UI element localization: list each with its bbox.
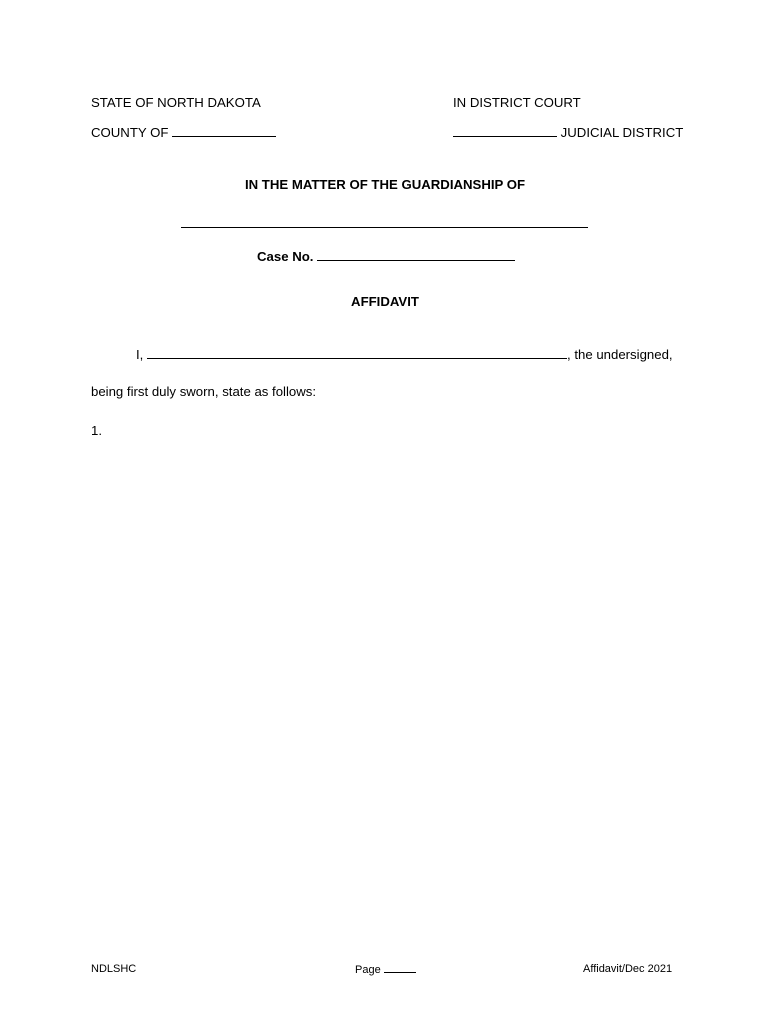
declarant-line [136,346,673,363]
ward-name-blank[interactable] [181,227,588,228]
declarant-suffix: , the undersigned, [567,347,673,362]
judicial-district-blank[interactable] [453,124,557,137]
sworn-statement: being first duly sworn, state as follows: [91,384,317,399]
footer-page-label: Page [355,964,381,976]
court-heading: IN DISTRICT COURT [453,95,581,110]
footer-form-version: Affidavit/Dec 2021 [583,963,673,975]
declarant-prefix: I, [136,347,144,362]
county-blank[interactable] [172,124,276,137]
case-number-line [257,248,515,265]
county-label: COUNTY OF [91,125,169,140]
document-title: AFFIDAVIT [351,294,419,309]
footer-page-blank[interactable] [384,962,416,973]
footer-page-line [355,962,416,977]
judicial-district-line [453,124,683,141]
case-number-blank[interactable] [317,248,515,261]
declarant-name-blank[interactable] [147,346,567,359]
county-line [91,124,276,141]
item-1-number: 1. [91,423,102,438]
footer-form-code: NDLSHC [91,963,137,975]
state-heading: STATE OF NORTH DAKOTA [91,95,261,110]
matter-title: IN THE MATTER OF THE GUARDIANSHIP OF [244,177,526,192]
case-number-label: Case No. [257,249,314,264]
judicial-district-label: JUDICIAL DISTRICT [560,125,684,140]
